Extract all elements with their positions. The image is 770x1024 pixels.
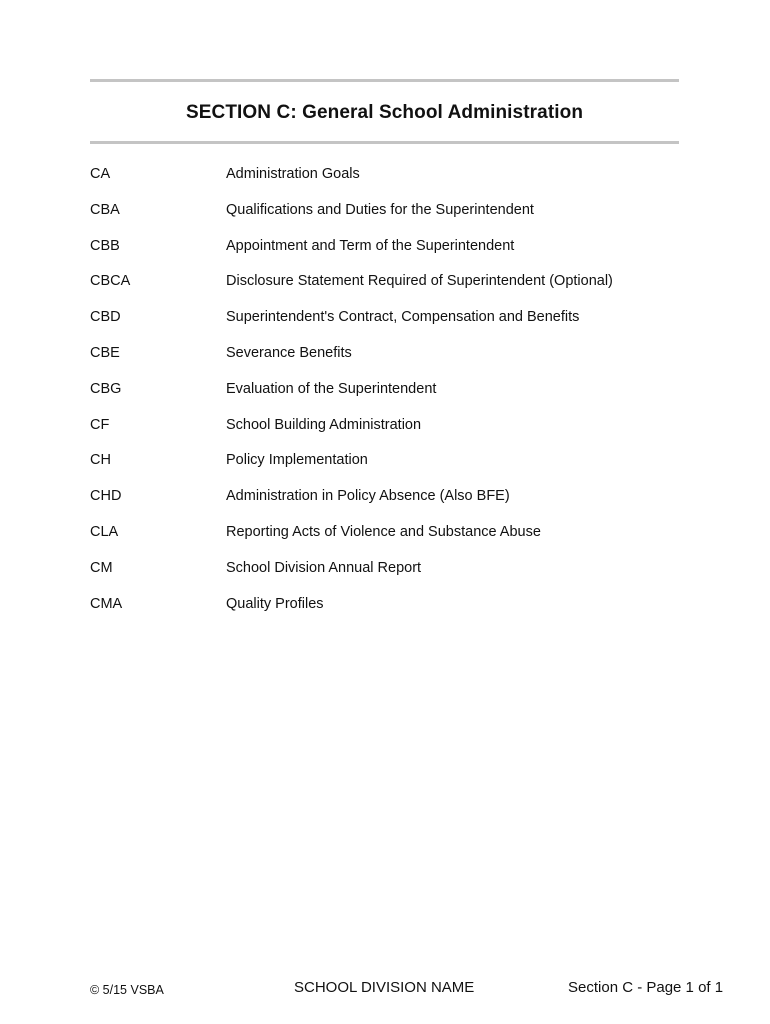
policy-code: CHD — [90, 488, 122, 505]
policy-list — [90, 163, 690, 628]
policy-title: Administration Goals — [226, 166, 360, 182]
list-item — [90, 199, 690, 235]
policy-code: CLA — [90, 523, 119, 540]
list-item — [90, 593, 690, 629]
list-item — [90, 306, 690, 342]
list-item — [90, 449, 690, 485]
policy-title: Administration in Policy Absence (Also BFE) — [226, 488, 510, 505]
top-divider — [90, 79, 679, 82]
policy-code: CA — [90, 166, 111, 182]
policy-code: CBE — [90, 344, 120, 361]
policy-code: CBA — [90, 201, 120, 218]
policy-title: Evaluation of the Superintendent — [226, 380, 437, 397]
policy-code: CMA — [90, 595, 123, 612]
list-item — [90, 270, 690, 306]
bottom-divider — [90, 141, 679, 144]
list-item — [90, 342, 690, 378]
list-item — [90, 235, 690, 271]
policy-code: CM — [90, 559, 113, 576]
footer-page-number: Section C - Page 1 of 1 — [568, 979, 724, 996]
policy-code: CBG — [90, 380, 122, 397]
policy-title: Appointment and Term of the Superintendent — [226, 237, 515, 254]
footer-division-name: SCHOOL DIVISION NAME — [294, 979, 475, 996]
policy-title: Superintendent's Contract, Compensation and Benefits — [226, 309, 580, 326]
policy-title: Severance Benefits — [226, 344, 352, 361]
policy-title: School Building Administration — [226, 416, 422, 433]
policy-title: Qualifications and Duties for the Superintendent — [226, 201, 534, 218]
list-item — [90, 521, 690, 557]
policy-title: Quality Profiles — [226, 595, 324, 612]
policy-title: Reporting Acts of Violence and Substance Abuse — [226, 523, 541, 540]
section-title: SECTION C: General School Administration — [185, 102, 584, 123]
policy-code: CH — [90, 452, 111, 469]
footer-copyright: © 5/15 VSBA — [90, 983, 164, 997]
list-item — [90, 414, 690, 450]
list-item — [90, 485, 690, 521]
policy-code: CBCA — [90, 273, 131, 290]
policy-code: CF — [90, 416, 110, 433]
policy-title: Policy Implementation — [226, 452, 368, 469]
policy-code: CBD — [90, 309, 121, 326]
list-item — [90, 378, 690, 414]
policy-title: Disclosure Statement Required of Superintendent (Optional) — [226, 273, 613, 290]
policy-code: CBB — [90, 237, 120, 254]
list-item — [90, 557, 690, 593]
list-item — [90, 163, 690, 199]
policy-title: School Division Annual Report — [226, 559, 422, 576]
